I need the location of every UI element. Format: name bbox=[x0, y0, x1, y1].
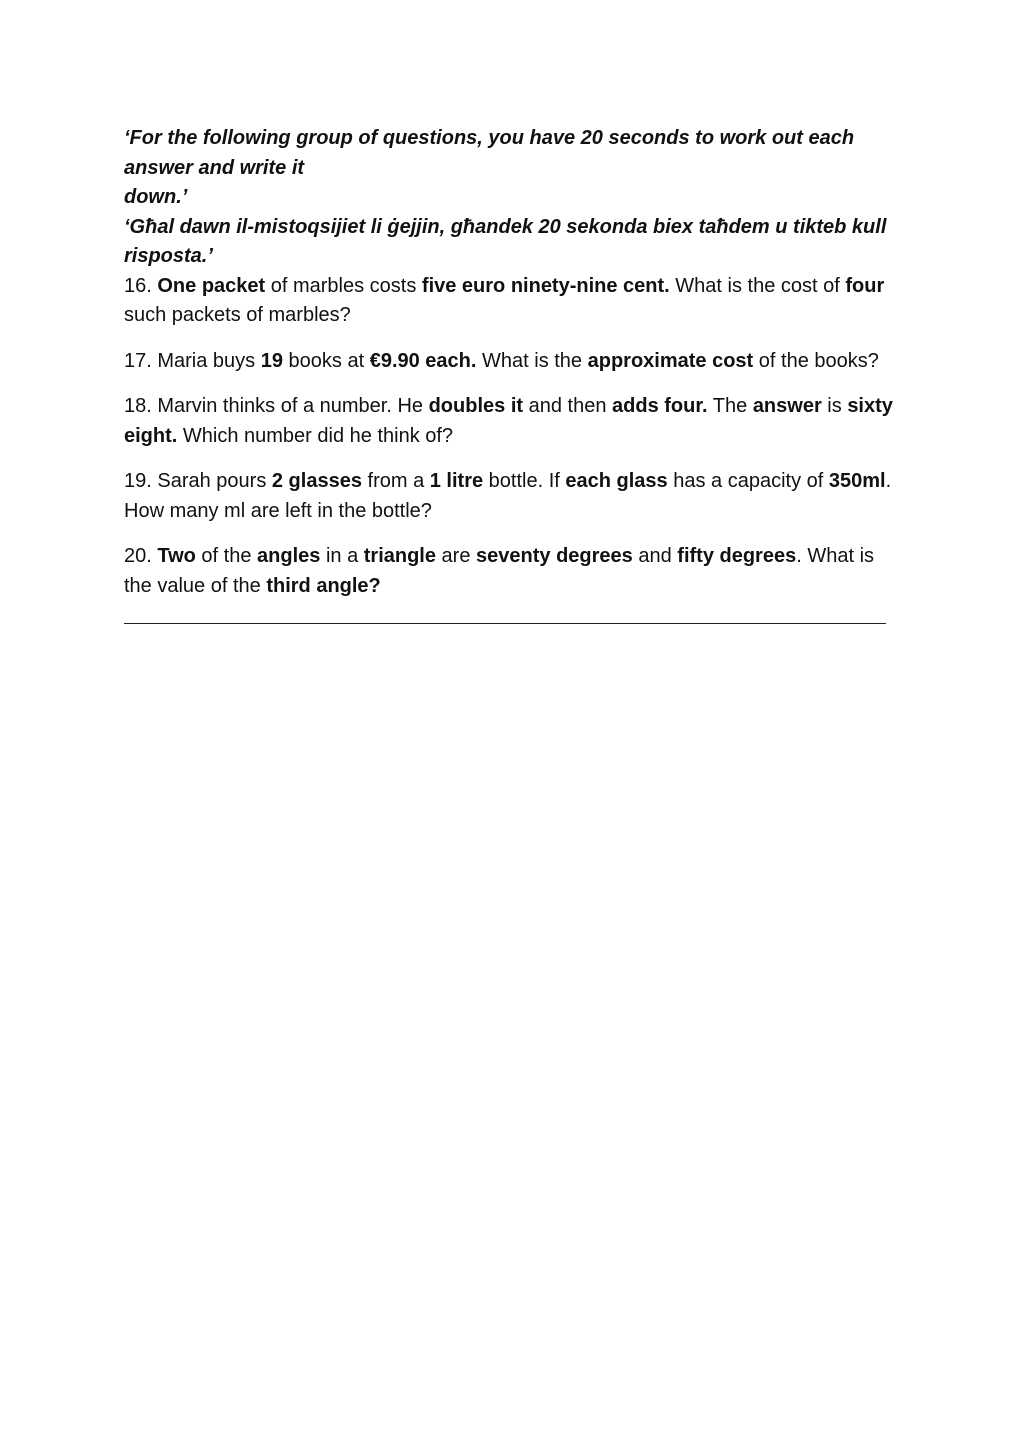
question-text-segment: four bbox=[845, 274, 885, 297]
instruction-line: ‘Għal dawn il-mistoqsijiet li ġejjin, għandek 20 sekonda biex taħdem u tikteb kull risposta.’ bbox=[124, 215, 887, 267]
question-text-segment: in a bbox=[320, 545, 364, 567]
question-text-segment: from a bbox=[361, 470, 430, 492]
question-q16 bbox=[124, 272, 904, 331]
instructions-english bbox=[124, 124, 904, 213]
question-text-segment: Two bbox=[157, 545, 196, 567]
question-text-segment: triangle bbox=[363, 545, 436, 567]
question-text-segment: 20. bbox=[124, 545, 158, 567]
question-text-segment: . What is the value of the bbox=[124, 545, 875, 597]
question-text-segment: of marbles costs bbox=[265, 274, 422, 297]
question-text-segment: approximate cost bbox=[587, 349, 754, 372]
question-q19 bbox=[124, 467, 904, 526]
question-text-segment: has a capacity of bbox=[667, 470, 829, 492]
question-text-segment: angles bbox=[257, 545, 321, 567]
question-text-segment: fifty degrees bbox=[677, 545, 797, 567]
question-text-segment: are bbox=[436, 545, 477, 567]
question-text-segment: doubles it bbox=[428, 395, 524, 417]
question-text-segment: What is the cost of bbox=[669, 274, 846, 297]
question-text-segment: sixty eight. bbox=[124, 395, 893, 447]
question-text-segment: 2 glasses bbox=[271, 470, 362, 492]
question-text-segment: 19. Sarah pours bbox=[124, 470, 272, 492]
instruction-line: ‘For the following group of questions, you have 20 seconds to work out each answer and write it bbox=[124, 127, 855, 179]
instructions-maltese bbox=[124, 213, 904, 272]
question-text-segment: 19 bbox=[260, 349, 283, 372]
question-q17 bbox=[124, 347, 904, 377]
question-text-segment: The bbox=[707, 395, 753, 417]
question-text-segment: such packets of marbles? bbox=[124, 304, 351, 326]
separator-line bbox=[124, 623, 886, 624]
worksheet-page bbox=[124, 124, 904, 624]
question-text-segment: and then bbox=[523, 395, 613, 417]
question-text-segment: bottle. If bbox=[483, 470, 566, 492]
question-text-segment: third angle? bbox=[266, 574, 381, 597]
question-text-segment: of the books? bbox=[753, 349, 879, 372]
question-text-segment: answer bbox=[752, 395, 822, 417]
question-text-segment: €9.90 each. bbox=[369, 349, 477, 372]
question-text-segment: 350ml bbox=[828, 470, 886, 492]
question-text-segment: each glass bbox=[565, 470, 668, 492]
question-text-segment: What is the bbox=[476, 349, 588, 372]
question-text-segment: of the bbox=[195, 545, 258, 567]
question-text-segment: . How many ml are left in the bottle? bbox=[124, 470, 892, 522]
question-text-segment: Which number did he think of? bbox=[177, 424, 454, 447]
question-text-segment: 1 litre bbox=[429, 470, 484, 492]
question-text-segment: and bbox=[632, 545, 678, 567]
question-text-segment: One packet bbox=[157, 274, 266, 297]
question-text-segment: seventy degrees bbox=[476, 545, 633, 567]
question-text-segment: 17. Maria buys bbox=[124, 349, 261, 372]
question-text-segment: five euro ninety-nine cent. bbox=[421, 274, 670, 297]
question-text-segment: 16. bbox=[124, 274, 158, 297]
question-q18 bbox=[124, 392, 904, 451]
instruction-line: down.’ bbox=[124, 186, 188, 208]
question-text-segment: adds four. bbox=[612, 395, 708, 417]
question-text-segment: is bbox=[821, 395, 848, 417]
question-list bbox=[124, 272, 904, 602]
question-q20 bbox=[124, 542, 904, 601]
question-text-segment: books at bbox=[282, 349, 370, 372]
question-text-segment: 18. Marvin thinks of a number. He bbox=[124, 395, 429, 417]
